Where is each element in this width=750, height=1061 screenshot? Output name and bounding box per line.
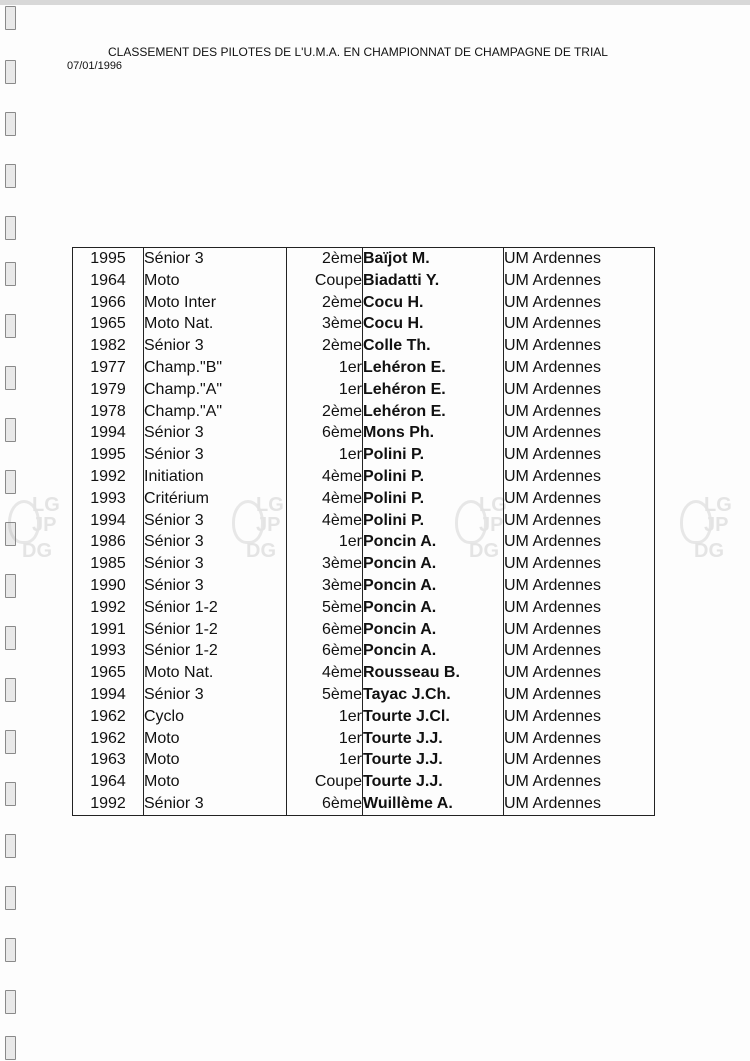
year-cell: 1979: [73, 379, 144, 401]
club-cell: UM Ardennes: [504, 640, 655, 662]
watermark-logo: LG JP DG: [680, 494, 734, 564]
rank-cell: 6ème: [287, 640, 363, 662]
binder-hole: [5, 314, 16, 338]
category-cell: Sénior 3: [144, 444, 287, 466]
pilot-cell: Polini P.: [363, 444, 504, 466]
year-cell: 1993: [73, 488, 144, 510]
rank-cell: Coupe: [287, 771, 363, 793]
table-row: [73, 444, 655, 466]
category-cell: Sénior 3: [144, 553, 287, 575]
rank-cell: 2ème: [287, 335, 363, 357]
table-row: [73, 749, 655, 771]
club-cell: UM Ardennes: [504, 771, 655, 793]
year-cell: 1995: [73, 248, 144, 270]
pilot-cell: Tourte J.J.: [363, 749, 504, 771]
club-cell: UM Ardennes: [504, 749, 655, 771]
club-cell: UM Ardennes: [504, 575, 655, 597]
year-cell: 1966: [73, 292, 144, 314]
year-cell: 1964: [73, 270, 144, 292]
pilot-cell: Poncin A.: [363, 531, 504, 553]
category-cell: Critérium: [144, 488, 287, 510]
category-cell: Sénior 1-2: [144, 640, 287, 662]
table-row: [73, 335, 655, 357]
year-cell: 1985: [73, 553, 144, 575]
rank-cell: 6ème: [287, 793, 363, 815]
table-row: [73, 488, 655, 510]
rank-cell: 1er: [287, 728, 363, 750]
year-cell: 1994: [73, 422, 144, 444]
category-cell: Moto: [144, 270, 287, 292]
results-table-body: [73, 248, 655, 816]
category-cell: Moto Nat.: [144, 313, 287, 335]
table-row: [73, 619, 655, 641]
category-cell: Sénior 3: [144, 793, 287, 815]
pilot-cell: Tayac J.Ch.: [363, 684, 504, 706]
rank-cell: 4ème: [287, 510, 363, 532]
table-row: [73, 422, 655, 444]
table-row: [73, 662, 655, 684]
table-row: [73, 379, 655, 401]
binder-hole: [5, 470, 16, 494]
club-cell: UM Ardennes: [504, 793, 655, 815]
club-cell: UM Ardennes: [504, 357, 655, 379]
club-cell: UM Ardennes: [504, 335, 655, 357]
rank-cell: 5ème: [287, 684, 363, 706]
year-cell: 1992: [73, 793, 144, 815]
club-cell: UM Ardennes: [504, 401, 655, 423]
club-cell: UM Ardennes: [504, 662, 655, 684]
table-row: [73, 248, 655, 270]
year-cell: 1962: [73, 728, 144, 750]
table-row: [73, 292, 655, 314]
rank-cell: 3ème: [287, 575, 363, 597]
pilot-cell: Polini P.: [363, 510, 504, 532]
year-cell: 1995: [73, 444, 144, 466]
category-cell: Champ."A": [144, 379, 287, 401]
pilot-cell: Tourte J.J.: [363, 728, 504, 750]
pilot-cell: Poncin A.: [363, 553, 504, 575]
binder-hole: [5, 366, 16, 390]
year-cell: 1977: [73, 357, 144, 379]
club-cell: UM Ardennes: [504, 488, 655, 510]
pilot-cell: Tourte J.Cl.: [363, 706, 504, 728]
rank-cell: 4ème: [287, 466, 363, 488]
pilot-cell: Baïjot M.: [363, 248, 504, 270]
club-cell: UM Ardennes: [504, 292, 655, 314]
page-top-edge: [0, 0, 750, 5]
table-row: [73, 793, 655, 815]
club-cell: UM Ardennes: [504, 313, 655, 335]
table-row: [73, 640, 655, 662]
binder-hole: [5, 730, 16, 754]
pilot-cell: Lehéron E.: [363, 401, 504, 423]
pilot-cell: Lehéron E.: [363, 379, 504, 401]
binder-hole: [5, 262, 16, 286]
document-date: 07/01/1996: [67, 60, 123, 72]
table-row: [73, 597, 655, 619]
year-cell: 1964: [73, 771, 144, 793]
category-cell: Cyclo: [144, 706, 287, 728]
year-cell: 1982: [73, 335, 144, 357]
pilot-cell: Biadatti Y.: [363, 270, 504, 292]
category-cell: Sénior 3: [144, 422, 287, 444]
category-cell: Sénior 3: [144, 248, 287, 270]
binder-hole: [5, 60, 16, 84]
club-cell: UM Ardennes: [504, 684, 655, 706]
table-row: [73, 553, 655, 575]
category-cell: Moto Nat.: [144, 662, 287, 684]
year-cell: 1978: [73, 401, 144, 423]
binder-hole: [5, 678, 16, 702]
club-cell: UM Ardennes: [504, 379, 655, 401]
rank-cell: Coupe: [287, 270, 363, 292]
club-cell: UM Ardennes: [504, 706, 655, 728]
table-row: [73, 313, 655, 335]
rank-cell: 1er: [287, 531, 363, 553]
category-cell: Moto: [144, 771, 287, 793]
category-cell: Champ."B": [144, 357, 287, 379]
club-cell: UM Ardennes: [504, 553, 655, 575]
pilot-cell: Wuillème A.: [363, 793, 504, 815]
category-cell: Moto: [144, 728, 287, 750]
pilot-cell: Polini P.: [363, 488, 504, 510]
club-cell: UM Ardennes: [504, 510, 655, 532]
club-cell: UM Ardennes: [504, 466, 655, 488]
category-cell: Initiation: [144, 466, 287, 488]
category-cell: Sénior 3: [144, 684, 287, 706]
category-cell: Sénior 1-2: [144, 619, 287, 641]
watermark-logo: LG JP DG: [232, 494, 286, 564]
pilot-cell: Poncin A.: [363, 575, 504, 597]
club-cell: UM Ardennes: [504, 728, 655, 750]
watermark-logo: LG JP DG: [8, 494, 62, 564]
rank-cell: 1er: [287, 444, 363, 466]
pilot-cell: Lehéron E.: [363, 357, 504, 379]
rank-cell: 1er: [287, 357, 363, 379]
year-cell: 1962: [73, 706, 144, 728]
category-cell: Sénior 3: [144, 335, 287, 357]
rank-cell: 2ème: [287, 401, 363, 423]
year-cell: 1986: [73, 531, 144, 553]
rank-cell: 1er: [287, 706, 363, 728]
rank-cell: 4ème: [287, 488, 363, 510]
binder-hole: [5, 834, 16, 858]
club-cell: UM Ardennes: [504, 619, 655, 641]
table-row: [73, 706, 655, 728]
rank-cell: 1er: [287, 749, 363, 771]
table-row: [73, 771, 655, 793]
rank-cell: 5ème: [287, 597, 363, 619]
table-row: [73, 466, 655, 488]
watermark-logo: LG JP DG: [455, 494, 509, 564]
club-cell: UM Ardennes: [504, 248, 655, 270]
year-cell: 1963: [73, 749, 144, 771]
table-row: [73, 684, 655, 706]
pilot-cell: Polini P.: [363, 466, 504, 488]
rank-cell: 2ème: [287, 292, 363, 314]
year-cell: 1992: [73, 597, 144, 619]
year-cell: 1993: [73, 640, 144, 662]
club-cell: UM Ardennes: [504, 597, 655, 619]
year-cell: 1990: [73, 575, 144, 597]
rank-cell: 6ème: [287, 422, 363, 444]
table-row: [73, 531, 655, 553]
category-cell: Moto Inter: [144, 292, 287, 314]
binder-hole: [5, 626, 16, 650]
pilot-cell: Poncin A.: [363, 619, 504, 641]
document-title: CLASSEMENT DES PILOTES DE L'U.M.A. EN CHAMPIONNAT DE CHAMPAGNE DE TRIAL: [108, 45, 608, 59]
category-cell: Sénior 3: [144, 531, 287, 553]
year-cell: 1992: [73, 466, 144, 488]
club-cell: UM Ardennes: [504, 444, 655, 466]
year-cell: 1965: [73, 662, 144, 684]
rank-cell: 6ème: [287, 619, 363, 641]
rank-cell: 3ème: [287, 553, 363, 575]
binder-hole: [5, 112, 16, 136]
category-cell: Sénior 3: [144, 510, 287, 532]
pilot-cell: Cocu H.: [363, 313, 504, 335]
binder-hole: [5, 990, 16, 1014]
binder-hole: [5, 938, 16, 962]
year-cell: 1965: [73, 313, 144, 335]
results-table: [72, 247, 655, 816]
binder-hole: [5, 1036, 16, 1060]
binder-hole: [5, 574, 16, 598]
pilot-cell: Tourte J.J.: [363, 771, 504, 793]
year-cell: 1991: [73, 619, 144, 641]
binder-hole: [5, 216, 16, 240]
pilot-cell: Poncin A.: [363, 640, 504, 662]
pilot-cell: Poncin A.: [363, 597, 504, 619]
club-cell: UM Ardennes: [504, 270, 655, 292]
table-row: [73, 357, 655, 379]
pilot-cell: Rousseau B.: [363, 662, 504, 684]
table-row: [73, 510, 655, 532]
category-cell: Champ."A": [144, 401, 287, 423]
category-cell: Moto: [144, 749, 287, 771]
binder-hole: [5, 164, 16, 188]
club-cell: UM Ardennes: [504, 422, 655, 444]
table-row: [73, 575, 655, 597]
table-row: [73, 401, 655, 423]
pilot-cell: Colle Th.: [363, 335, 504, 357]
club-cell: UM Ardennes: [504, 531, 655, 553]
rank-cell: 4ème: [287, 662, 363, 684]
binder-hole: [5, 886, 16, 910]
year-cell: 1994: [73, 510, 144, 532]
pilot-cell: Mons Ph.: [363, 422, 504, 444]
rank-cell: 3ème: [287, 313, 363, 335]
pilot-cell: Cocu H.: [363, 292, 504, 314]
rank-cell: 1er: [287, 379, 363, 401]
category-cell: Sénior 3: [144, 575, 287, 597]
table-row: [73, 270, 655, 292]
binder-hole: [5, 418, 16, 442]
binder-hole: [5, 6, 16, 30]
binder-hole: [5, 782, 16, 806]
table-row: [73, 728, 655, 750]
year-cell: 1994: [73, 684, 144, 706]
rank-cell: 2ème: [287, 248, 363, 270]
category-cell: Sénior 1-2: [144, 597, 287, 619]
